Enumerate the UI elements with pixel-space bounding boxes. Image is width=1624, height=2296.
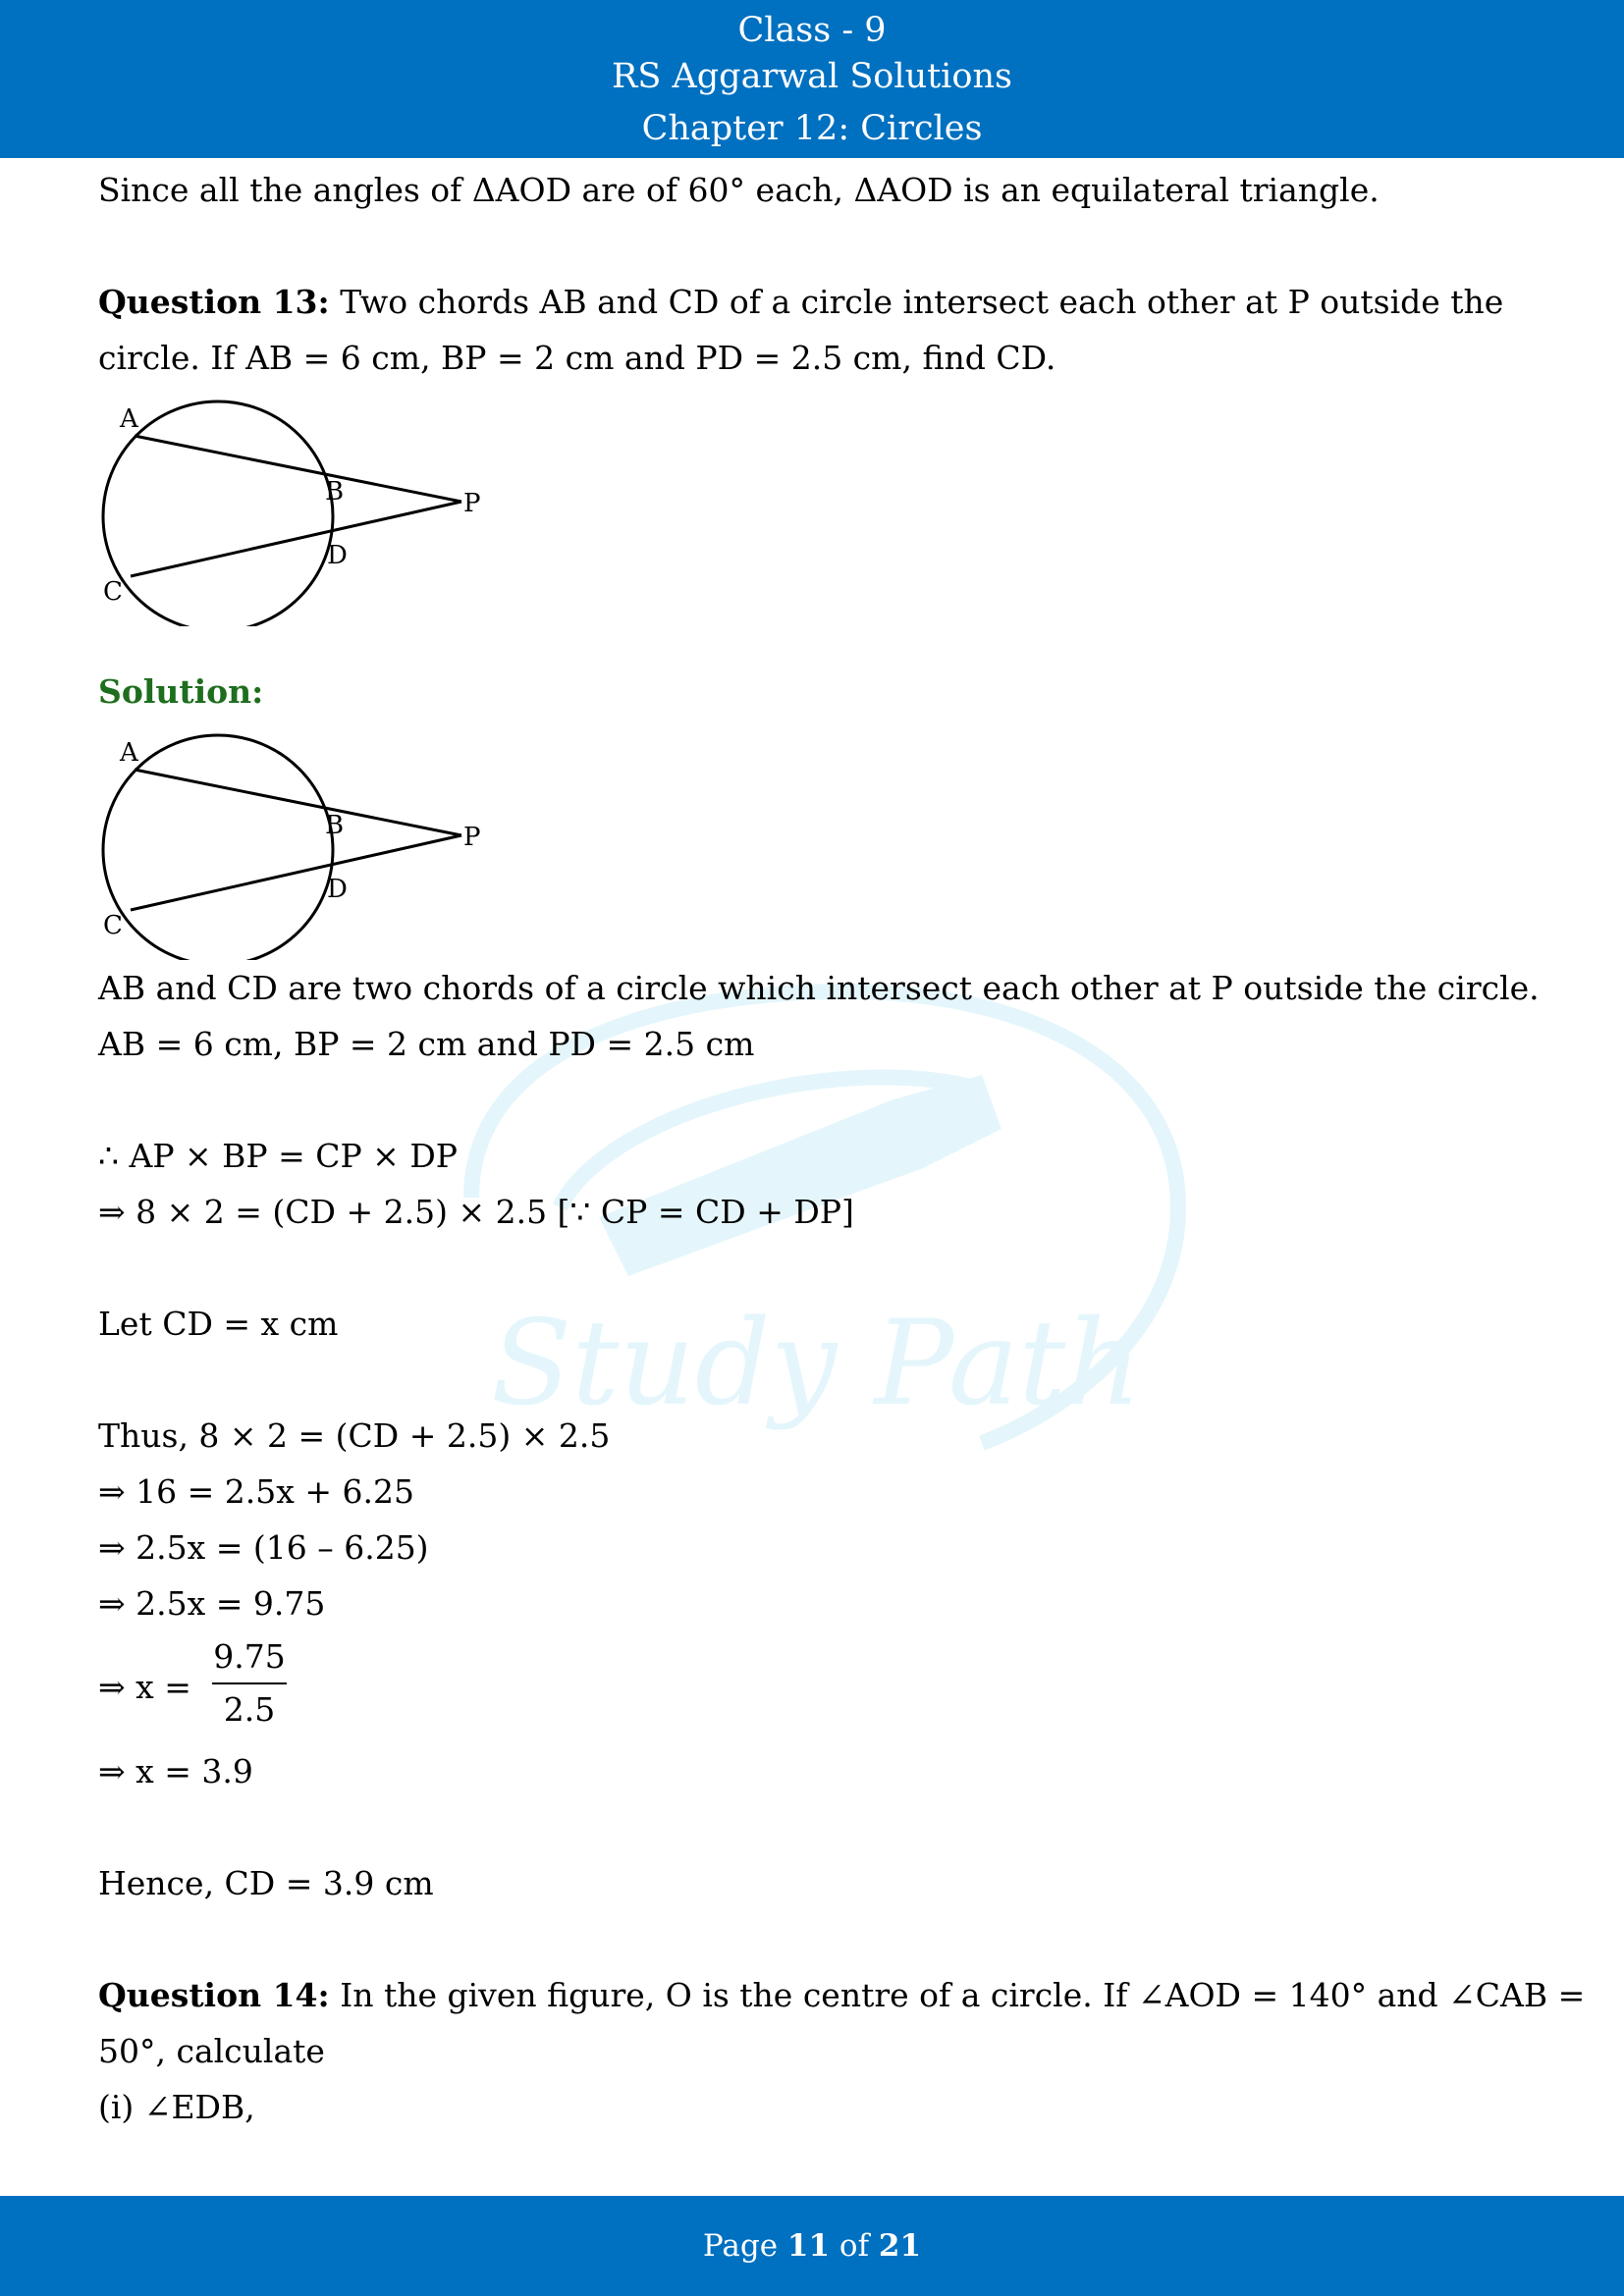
label-b: B bbox=[325, 811, 345, 840]
answer-line: Hence, CD = 3.9 cm bbox=[98, 1864, 434, 1902]
label-a: A bbox=[120, 404, 138, 434]
label-b: B bbox=[325, 477, 345, 507]
question-14-label: Question 14: bbox=[98, 1976, 330, 2014]
solution-line: Thus, 8 × 2 = (CD + 2.5) × 2.5 bbox=[98, 1416, 611, 1455]
footer-page-number: 11 bbox=[786, 2228, 831, 2264]
solution-figure bbox=[98, 720, 491, 960]
question-13 bbox=[98, 274, 1532, 330]
label-p: P bbox=[463, 823, 481, 852]
question-14-text-1: In the given figure, O is the centre of a circle. If ∠AOD = 140° and ∠CAB = bbox=[329, 1976, 1586, 2014]
solution-line: ⇒ 2.5x = (16 – 6.25) bbox=[98, 1528, 429, 1567]
fraction-numerator: 9.75 bbox=[212, 1631, 287, 1684]
watermark-text: Study Path bbox=[491, 1296, 1142, 1432]
solution-line: ⇒ x = 3.9 bbox=[98, 1752, 253, 1790]
solution-line: ⇒ 2.5x = 9.75 bbox=[98, 1584, 326, 1623]
question-14-part-i: (i) ∠EDB, bbox=[98, 2088, 255, 2126]
label-c: C bbox=[103, 577, 123, 607]
solution-line: ⇒ 8 × 2 = (CD + 2.5) × 2.5 [∵ CP = CD + DP] bbox=[98, 1193, 854, 1231]
label-d: D bbox=[327, 541, 348, 570]
solution-line: Let CD = x cm bbox=[98, 1305, 339, 1343]
header-class: Class - 9 bbox=[737, 11, 887, 50]
footer-page-total: 21 bbox=[878, 2228, 922, 2264]
question-figure bbox=[98, 386, 491, 626]
page-footer bbox=[0, 2196, 1624, 2296]
header-chapter: Chapter 12: Circles bbox=[641, 109, 983, 148]
question-14 bbox=[98, 1967, 1586, 2023]
label-c: C bbox=[103, 911, 123, 940]
solution-line: AB and CD are two chords of a circle which intersect each other at P outside the circle. bbox=[98, 969, 1540, 1007]
page-content bbox=[98, 162, 1586, 2135]
fraction-line bbox=[98, 1631, 1532, 1743]
solution-line: AB = 6 cm, BP = 2 cm and PD = 2.5 cm bbox=[98, 1025, 755, 1063]
page-header bbox=[0, 0, 1624, 158]
question-14-text-2: 50°, calculate bbox=[98, 2032, 325, 2070]
fraction bbox=[212, 1631, 287, 1735]
intro-text: Since all the angles of ΔAOD are of 60° each, ΔAOD is an equilateral triangle. bbox=[98, 171, 1380, 209]
header-book: RS Aggarwal Solutions bbox=[612, 57, 1012, 96]
label-d: D bbox=[327, 875, 348, 904]
fraction-prefix: ⇒ x = bbox=[98, 1668, 191, 1706]
question-13-text-1: Two chords AB and CD of a circle intersect each other at P outside the bbox=[329, 283, 1504, 321]
fraction-denominator: 2.5 bbox=[223, 1690, 276, 1729]
label-p: P bbox=[463, 489, 481, 518]
solution-line: ∴ AP × BP = CP × DP bbox=[98, 1137, 458, 1175]
solution-line: ⇒ 16 = 2.5x + 6.25 bbox=[98, 1472, 414, 1511]
solution-label: Solution: bbox=[98, 672, 264, 711]
label-a: A bbox=[120, 738, 138, 768]
footer-page-word: Page bbox=[702, 2228, 779, 2264]
question-13-text-2: circle. If AB = 6 cm, BP = 2 cm and PD = 2.5 cm, find CD. bbox=[98, 339, 1056, 377]
question-13-label: Question 13: bbox=[98, 283, 330, 321]
footer-of-word: of bbox=[839, 2228, 870, 2264]
